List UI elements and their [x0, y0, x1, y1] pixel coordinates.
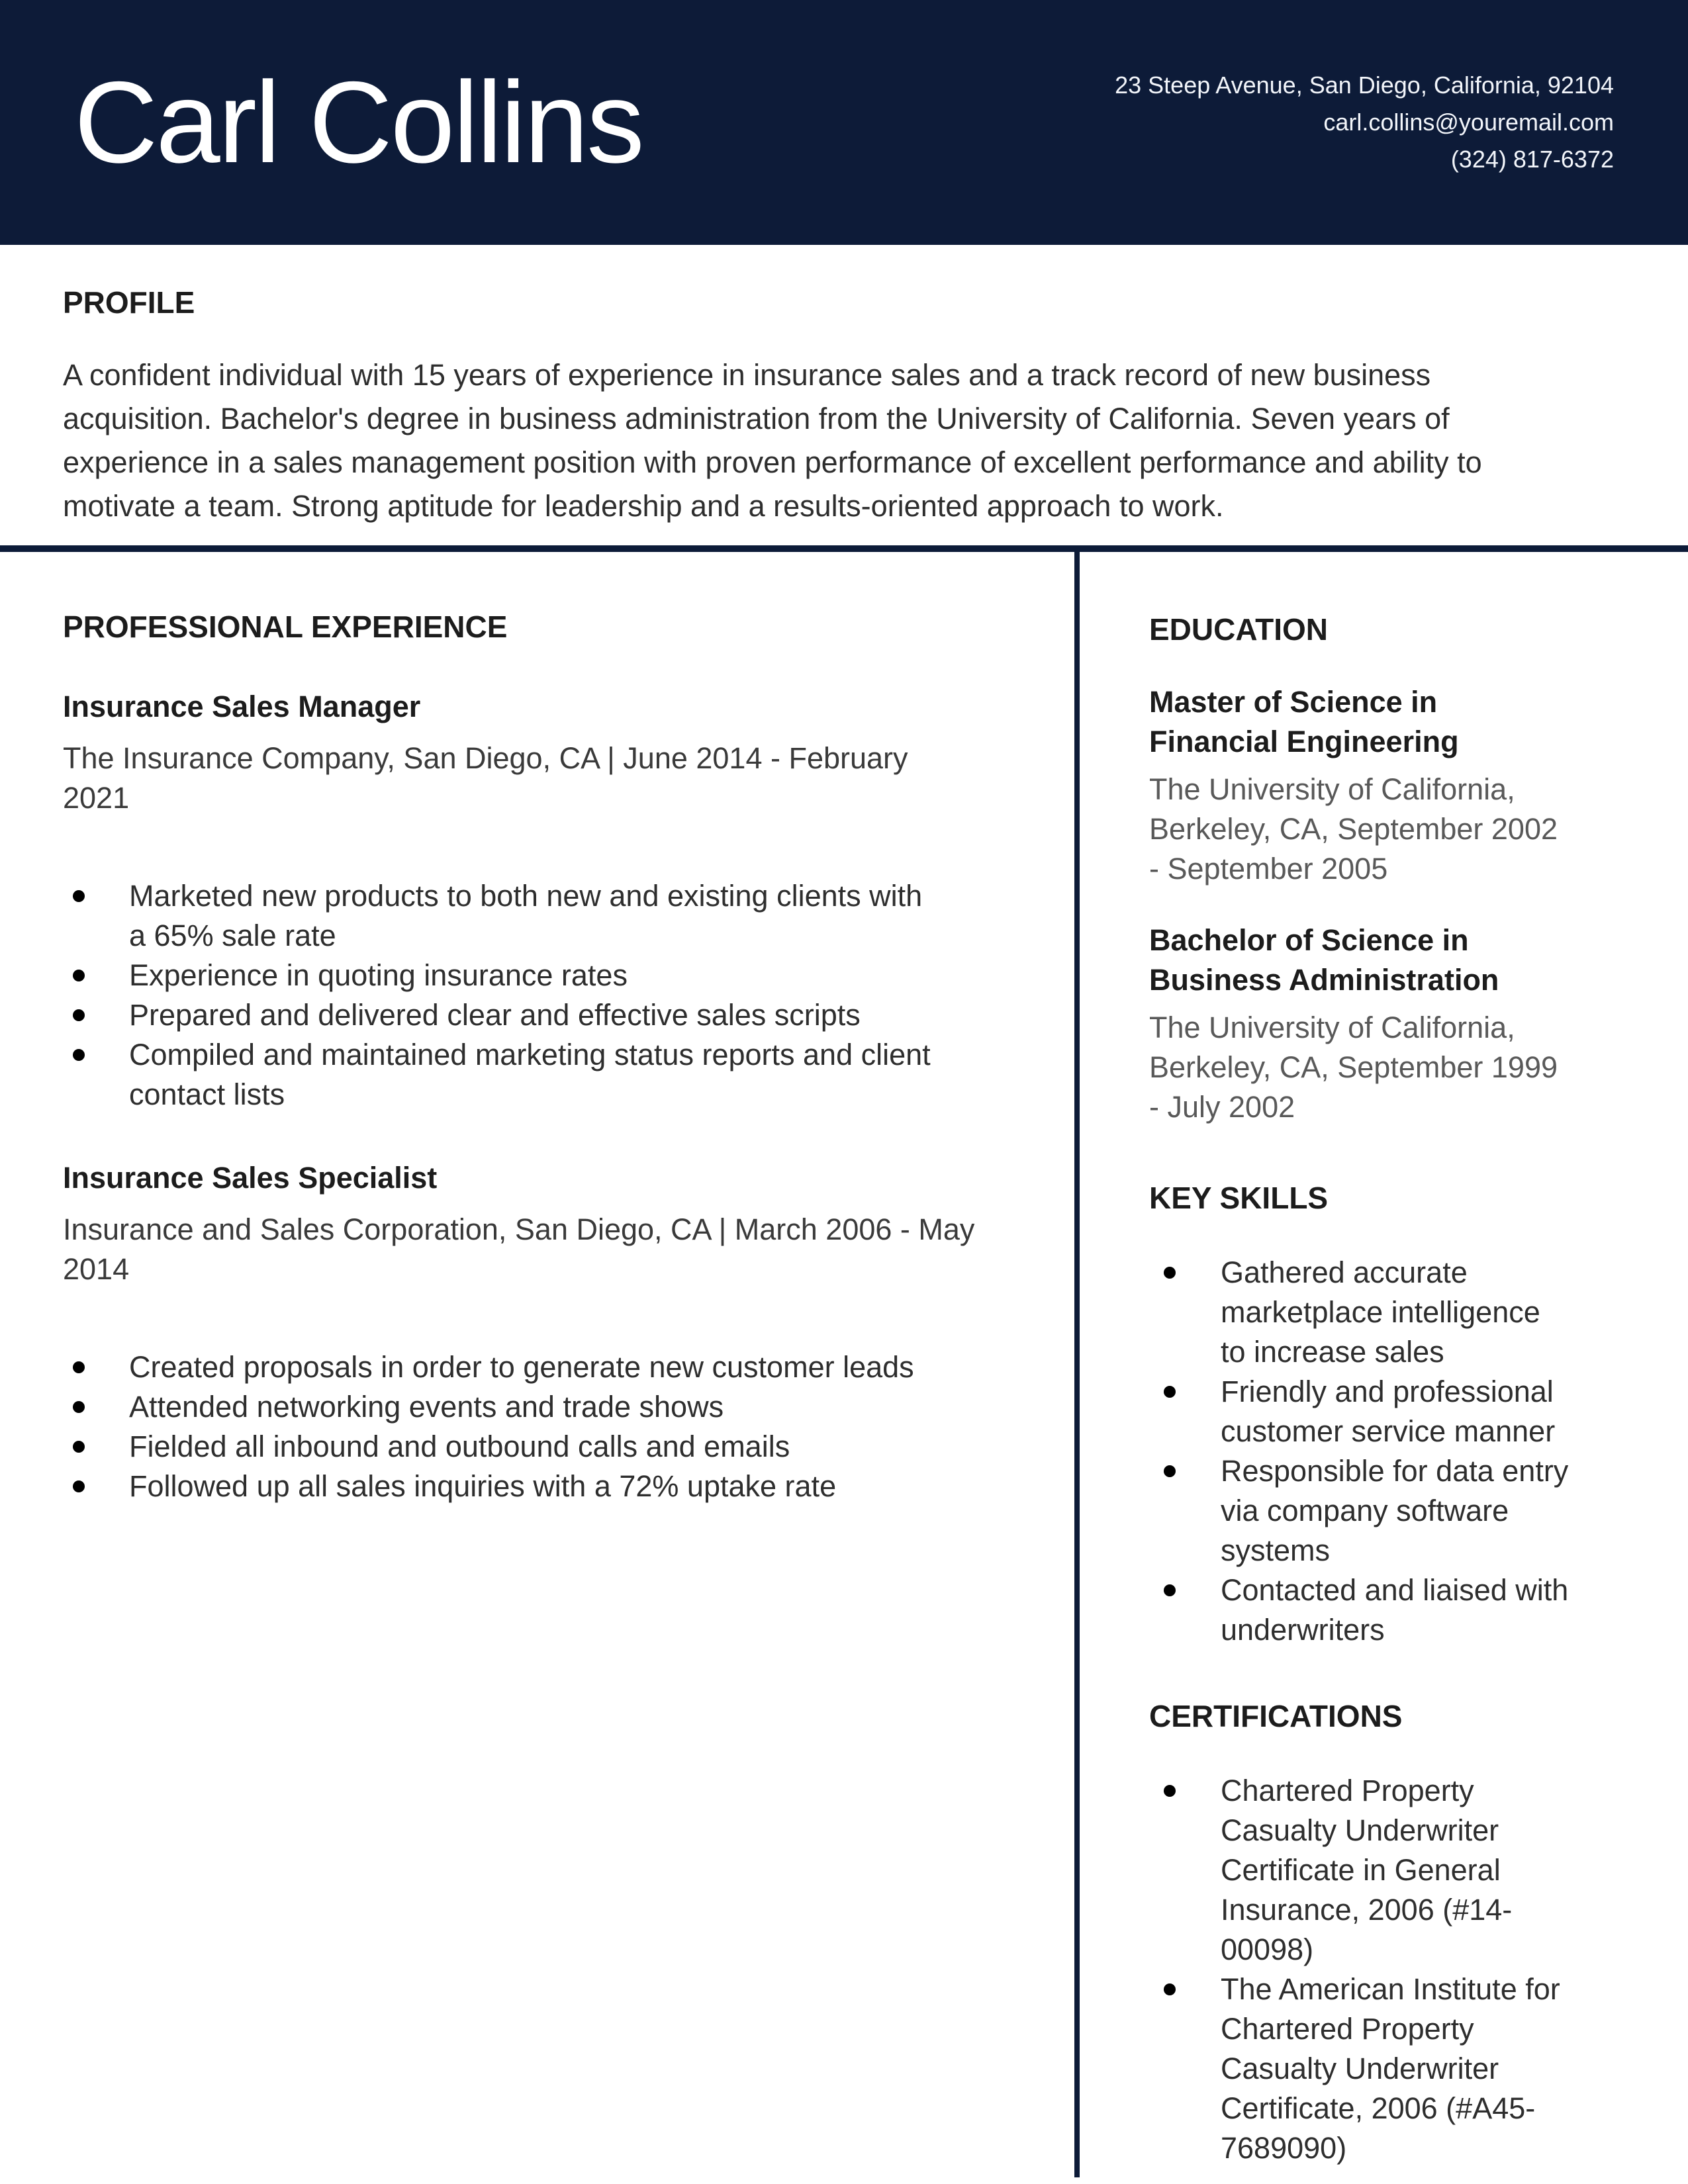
skill-item: Friendly and professional customer service manner [1149, 1372, 1573, 1451]
header [0, 0, 1688, 245]
certifications-list [1149, 1771, 1573, 2168]
horizontal-divider [0, 545, 1688, 552]
person-name: Carl Collins [74, 58, 643, 187]
degree-entry [1149, 921, 1573, 1127]
key-skills-list [1149, 1253, 1573, 1650]
bullet-item: Compiled and maintained marketing status reports and client contact lists [63, 1035, 982, 1115]
key-skills-section [1149, 1181, 1573, 1650]
certifications-heading: CERTIFICATIONS [1149, 1699, 1403, 1733]
job-bullets [63, 1347, 982, 1506]
contact-block [1115, 67, 1614, 178]
degree-entry [1149, 682, 1573, 889]
key-skills-heading: KEY SKILLS [1149, 1181, 1329, 1215]
bullet-item: Created proposals in order to generate new customer leads [63, 1347, 982, 1387]
degree-school: The University of California, Berkeley, CA, September 1999 - July 2002 [1149, 1011, 1558, 1124]
columns [0, 552, 1688, 2177]
bullet-item: Experience in quoting insurance rates [63, 956, 982, 995]
job-bullets [63, 876, 982, 1115]
certification-item: Chartered Property Casualty Underwriter Certificate in General Insurance, 2006 (#14-00098) [1149, 1771, 1573, 1970]
vertical-divider [1074, 552, 1080, 2177]
contact-phone: (324) 817-6372 [1450, 146, 1614, 173]
profile-section [0, 286, 1688, 528]
education-section [1149, 613, 1573, 1127]
certification-item: The American Institute for Chartered Property Casualty Underwriter Certificate, 2006 (#A45-7689090) [1149, 1970, 1573, 2168]
degree-school: The University of California, Berkeley, CA, September 2002 - September 2005 [1149, 772, 1558, 886]
job-title: Insurance Sales Manager [63, 690, 421, 723]
contact-email: carl.collins@youremail.com [1323, 109, 1614, 136]
bullet-item: Fielded all inbound and outbound calls and emails [63, 1427, 982, 1467]
skill-item: Gathered accurate marketplace intelligence to increase sales [1149, 1253, 1573, 1372]
right-column [1080, 552, 1688, 2177]
job-entry [63, 687, 982, 1115]
job-title: Insurance Sales Specialist [63, 1161, 438, 1195]
certifications-section [1149, 1700, 1573, 2168]
profile-heading: PROFILE [63, 285, 195, 320]
job-meta: Insurance and Sales Corporation, San Diego, CA | March 2006 - May 2014 [63, 1212, 975, 1286]
bullet-item: Followed up all sales inquiries with a 72% uptake rate [63, 1467, 982, 1506]
education-heading: EDUCATION [1149, 612, 1329, 647]
job-entry [63, 1158, 982, 1506]
experience-section [0, 552, 1074, 2177]
bullet-item: Marketed new products to both new and existing clients with a 65% sale rate [63, 876, 982, 956]
degree-title: Master of Science in Financial Engineering [1149, 685, 1459, 758]
skill-item: Contacted and liaised with underwriters [1149, 1570, 1573, 1650]
degree-title: Bachelor of Science in Business Administration [1149, 923, 1499, 997]
profile-text: A confident individual with 15 years of experience in insurance sales and a track record of new business acquisition. Bachelor's degree in business administration from the University of California. Seven years of experience in a sales management position with proven performance of excellent performance and ability to motivate a team. Strong aptitude for leadership and a results-oriented approach to work. [63, 358, 1482, 523]
bullet-item: Attended networking events and trade shows [63, 1387, 982, 1427]
experience-heading: PROFESSIONAL EXPERIENCE [63, 610, 508, 644]
skill-item: Responsible for data entry via company software systems [1149, 1451, 1573, 1570]
contact-address: 23 Steep Avenue, San Diego, California, 92104 [1115, 71, 1614, 99]
job-meta: The Insurance Company, San Diego, CA | June 2014 - February 2021 [63, 741, 908, 815]
bullet-item: Prepared and delivered clear and effective sales scripts [63, 995, 982, 1035]
